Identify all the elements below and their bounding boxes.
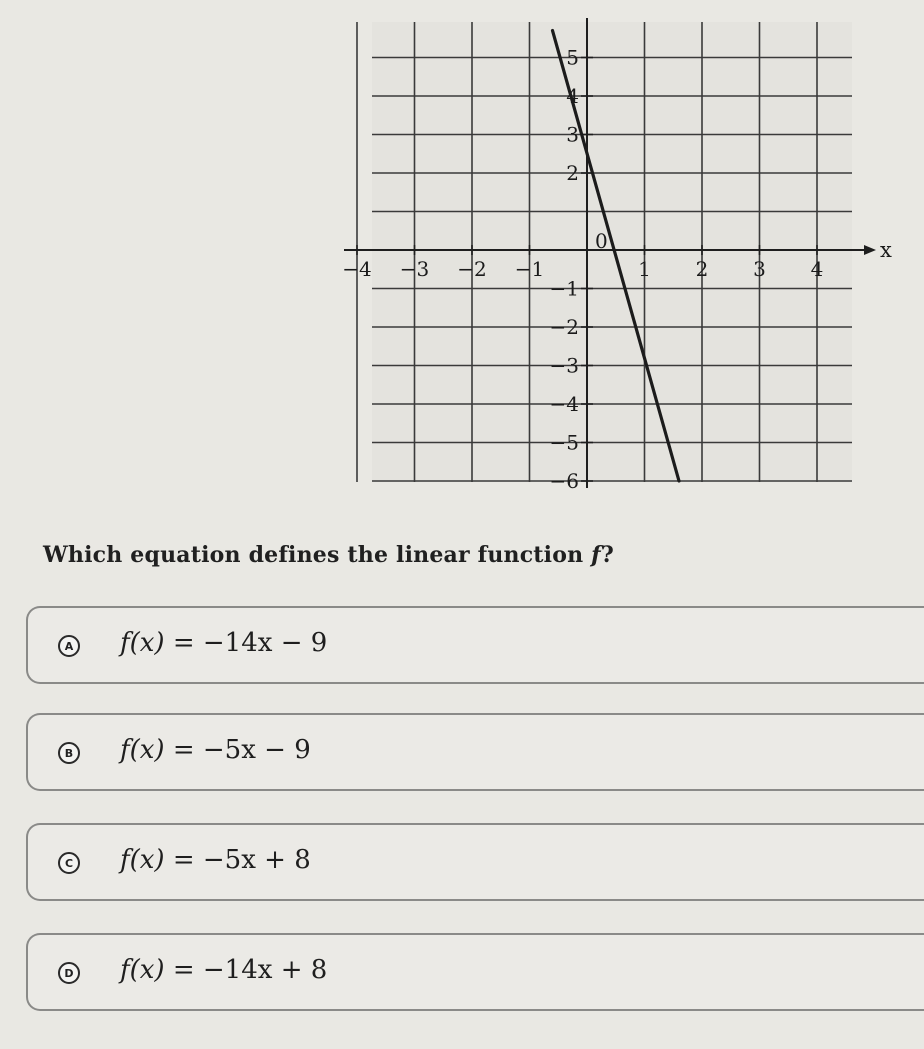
y-tick-label: −6 — [549, 469, 579, 493]
choice-a-lhs: f(x) — [120, 628, 165, 658]
choice-a-letter: A — [58, 635, 80, 657]
y-tick-label: −5 — [549, 430, 579, 455]
choice-c-equation — [120, 845, 311, 875]
choice-b[interactable] — [26, 713, 924, 791]
choice-b-lhs: f(x) — [120, 735, 165, 765]
question-suffix: ? — [600, 542, 614, 568]
question-text — [43, 542, 614, 568]
choice-c-lhs: f(x) — [120, 845, 165, 875]
choice-c-rhs: = −5x + 8 — [172, 845, 311, 875]
y-tick-label: 5 — [566, 45, 579, 70]
choice-d[interactable] — [26, 933, 924, 1011]
choice-b-rhs: = −5x − 9 — [172, 735, 311, 765]
grid-background — [372, 22, 852, 482]
x-tick-label: −3 — [399, 257, 430, 281]
choice-d-letter: D — [58, 962, 80, 984]
choice-a-rhs: = −14x − 9 — [172, 628, 328, 658]
question-prefix: Which equation defines the linear function — [43, 542, 592, 568]
origin-label: 0 — [595, 229, 608, 253]
y-tick-label: 3 — [566, 122, 579, 147]
y-tick-label: 2 — [566, 161, 579, 185]
x-tick-label: 4 — [810, 257, 824, 281]
choice-d-rhs: = −14x + 8 — [172, 955, 328, 985]
choice-d-equation — [120, 955, 327, 985]
x-tick-label: 2 — [695, 257, 709, 281]
choice-d-lhs: f(x) — [120, 955, 165, 985]
choice-b-equation — [120, 735, 311, 765]
y-tick-label: −4 — [549, 392, 579, 416]
y-tick-label: −2 — [549, 315, 579, 339]
question-variable: f — [591, 542, 601, 568]
choice-b-letter: B — [58, 742, 80, 764]
x-tick-label: −1 — [514, 257, 545, 281]
choice-c[interactable] — [26, 823, 924, 901]
y-tick-label: 4 — [566, 84, 579, 108]
y-tick-label: −3 — [549, 353, 579, 378]
coordinate-plane — [0, 0, 924, 500]
x-tick-label: −2 — [457, 257, 487, 281]
x-tick-label: 1 — [638, 257, 651, 281]
x-axis-label: x — [880, 238, 892, 262]
y-tick-label: −1 — [549, 276, 579, 301]
x-axis-arrow — [864, 245, 876, 255]
choice-c-letter: C — [58, 852, 80, 874]
graph — [0, 0, 924, 500]
x-tick-label: −4 — [342, 257, 372, 281]
x-tick-label: 3 — [753, 257, 766, 281]
choice-a-equation — [120, 628, 327, 658]
choice-a[interactable] — [26, 606, 924, 684]
